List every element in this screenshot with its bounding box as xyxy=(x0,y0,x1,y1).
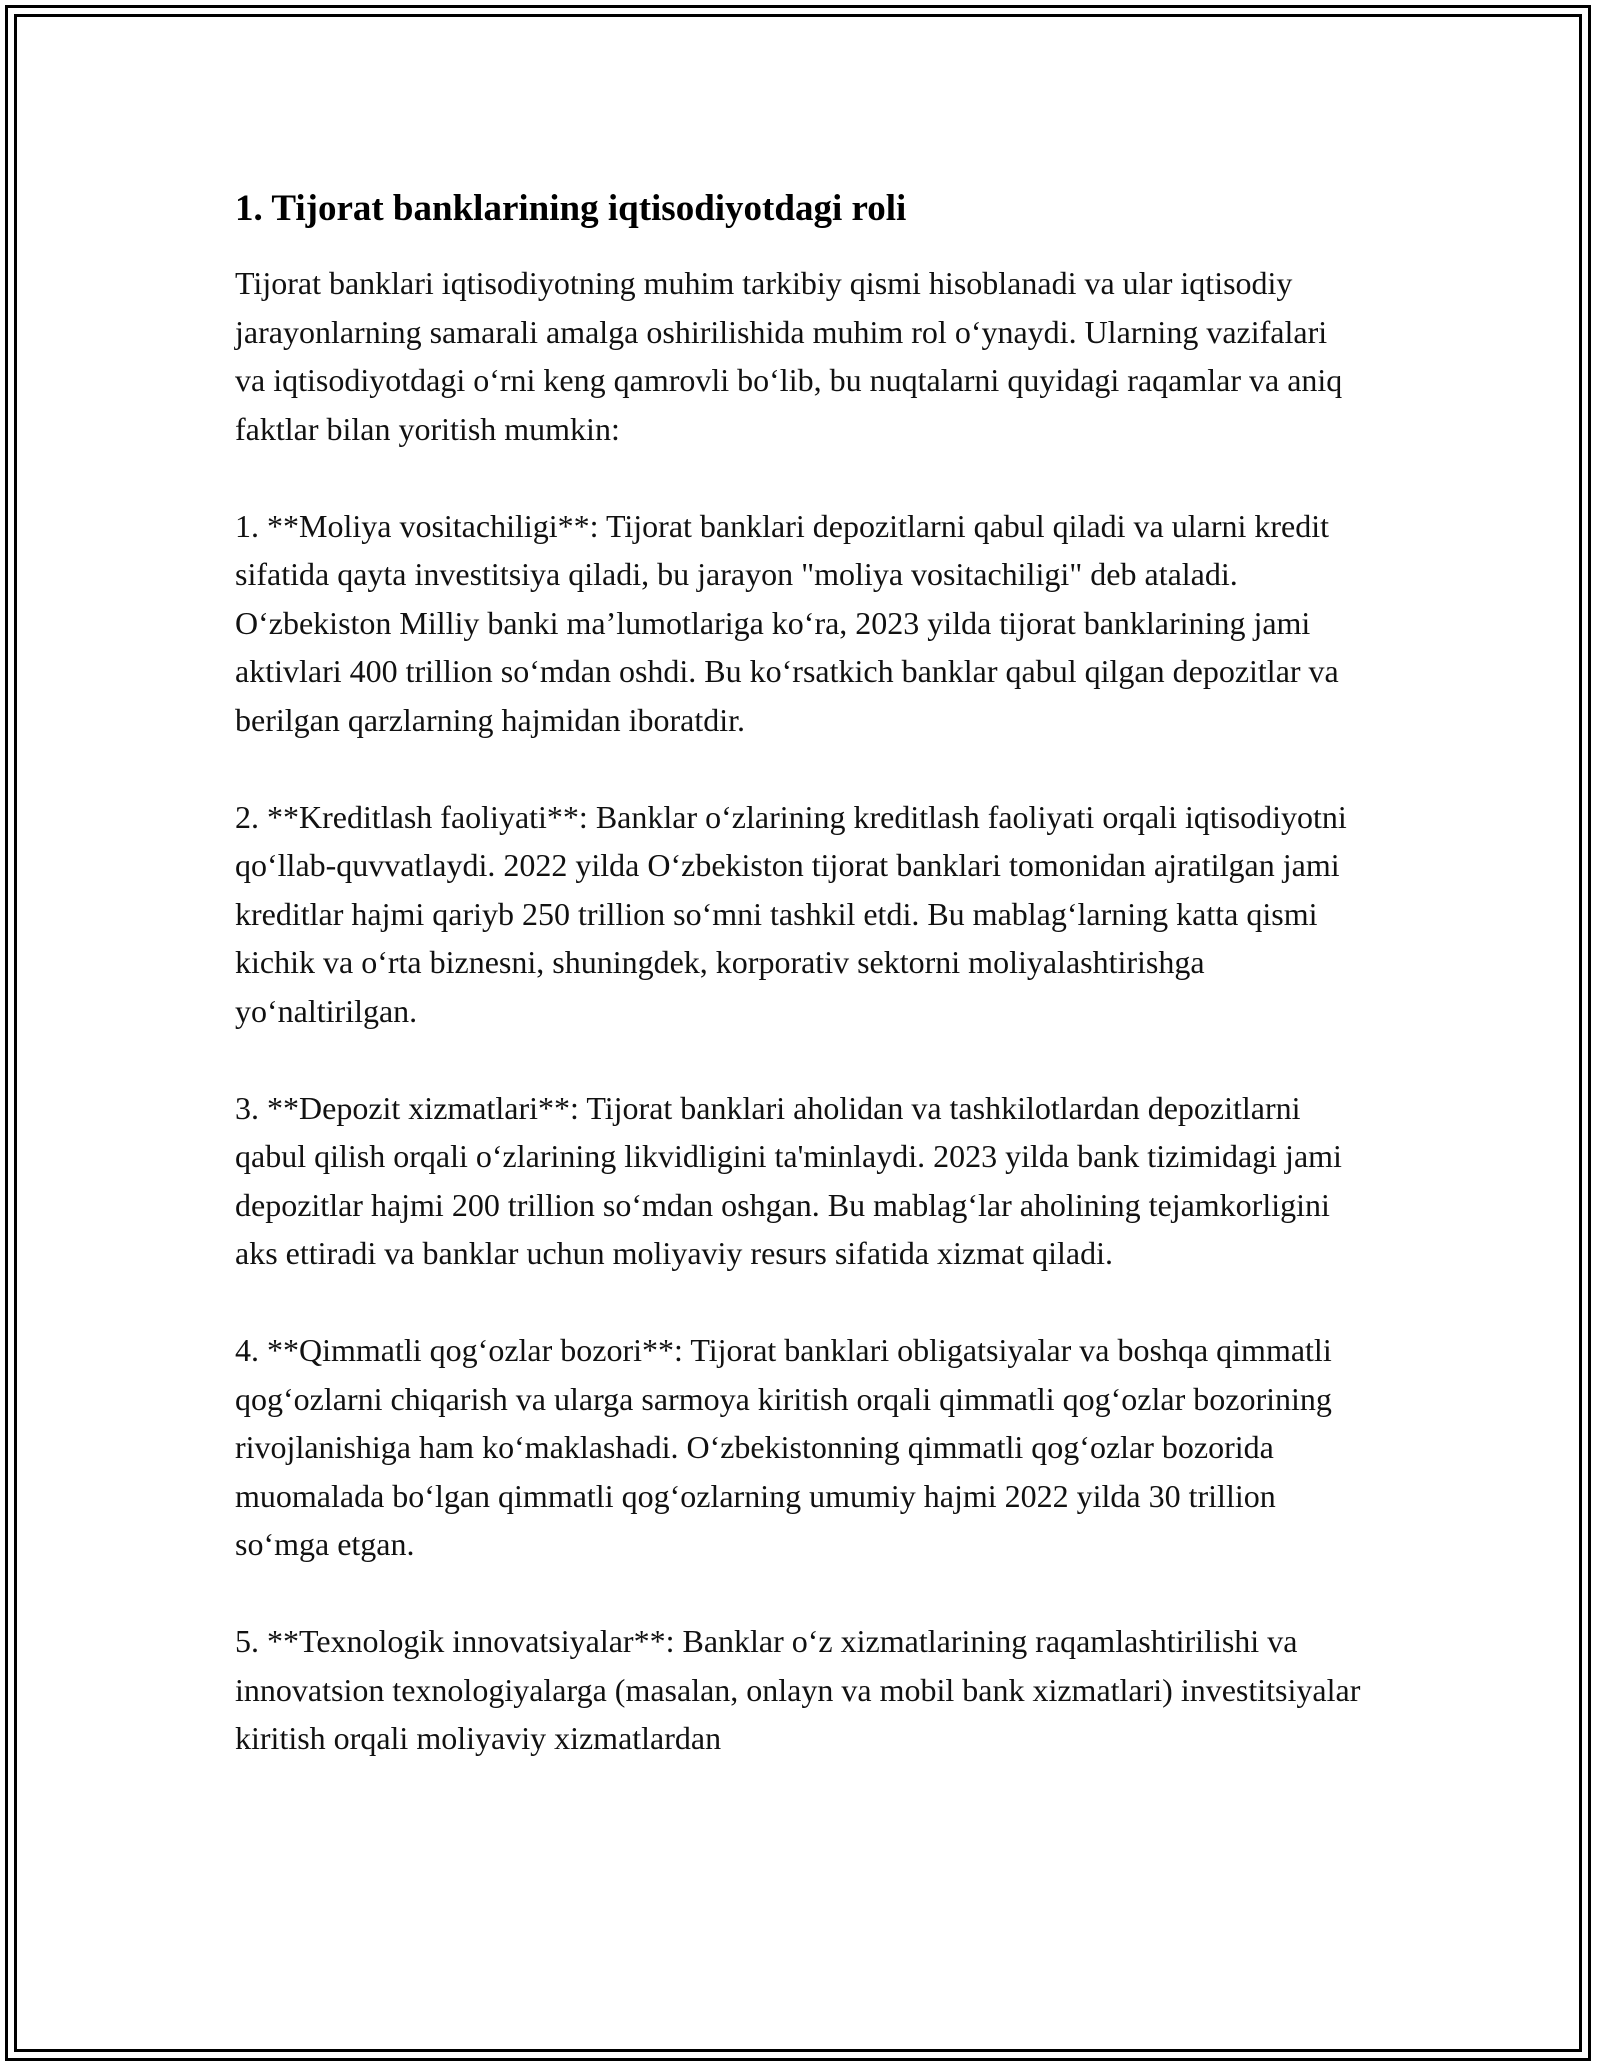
list-item-1: 1. **Moliya vositachiligi**: Tijorat banklari depozitlarni qabul qiladi va ularni kredit sifatida qayta investitsiya qiladi, bu jarayon "moliya vositachiligi" deb ataladi. O‘zbekiston Milliy banki ma’lumotlariga ko‘ra, 2023 yilda tijorat banklarining jami aktivlari 400 trillion so‘mdan oshdi. Bu ko‘rsatkich banklar qabul qilgan depozitlar va berilgan qarzlarning hajmidan iboratdir. xyxy=(235,507,1339,738)
document-body xyxy=(235,185,1365,1811)
section-heading: 1. Tijorat banklarining iqtisodiyotdagi roli xyxy=(235,188,907,229)
list-item-3: 3. **Depozit xizmatlari**: Tijorat banklari aholidan va tashkilotlardan depozitlarni qabul qilish orqali o‘zlarining likvidligini ta'minlaydi. 2023 yilda bank tizimidagi jami depozitlar hajmi 200 trillion so‘mdan oshgan. Bu mablag‘lar aholining tejamkorligini aks ettiradi va banklar uchun moliyaviy resurs sifatida xizmat qiladi. xyxy=(235,1089,1342,1271)
list-item-5: 5. **Texnologik innovatsiyalar**: Banklar o‘z xizmatlarining raqamlashtirilishi va innovatsion texnologiyalarga (masalan, onlayn va mobil bank xizmatlari) investitsiyalar kiritish orqali moliyaviy xizmatlardan xyxy=(235,1623,1361,1756)
list-item-4: 4. **Qimmatli qog‘ozlar bozori**: Tijorat banklari obligatsiyalar va boshqa qimmatli qog‘ozlarni chiqarish va ularga sarmoya kiritish orqali qimmatli qog‘ozlar bozorining rivojlanishiga ham ko‘maklashadi. O‘zbekistonning qimmatli qog‘ozlar bozorida muomalada bo‘lgan qimmatli qog‘ozlarning umumiy hajmi 2022 yilda 30 trillion so‘mga etgan. xyxy=(235,1332,1332,1562)
intro-paragraph: Tijorat banklari iqtisodiyotning muhim tarkibiy qismi hisoblanadi va ular iqtisodiy jarayonlarning samarali amalga oshirilishida muhim rol o‘ynaydi. Ularning vazifalari va iqtisodiyotdagi o‘rni keng qamrovli bo‘lib, bu nuqtalarni quyidagi raqamlar va aniq faktlar bilan yoritish mumkin: xyxy=(235,265,1343,447)
list-item-2: 2. **Kreditlash faoliyati**: Banklar o‘zlarining kreditlash faoliyati orqali iqtisodiyotni qo‘llab-quvvatlaydi. 2022 yilda O‘zbekiston tijorat banklari tomonidan ajratilgan jami kreditlar hajmi qariyb 250 trillion so‘mni tashkil etdi. Bu mablag‘larning katta qismi kichik va o‘rta biznesni, shuningdek, korporativ sektorni moliyalashtirishga yo‘naltirilgan. xyxy=(235,798,1347,1029)
